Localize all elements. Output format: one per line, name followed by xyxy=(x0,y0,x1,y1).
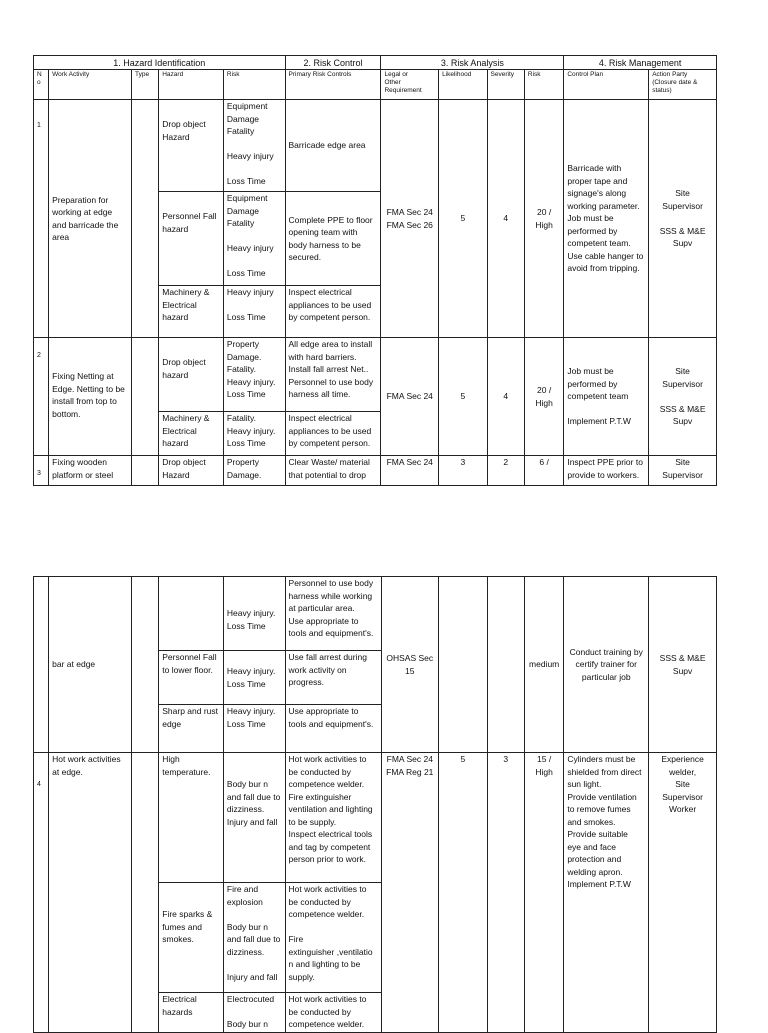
column-header-row xyxy=(34,70,717,100)
risk: Fatality. Heavy injury. Loss Time xyxy=(223,412,285,456)
col-risk-rating: Risk xyxy=(524,70,563,100)
col-control-plan: Control Plan xyxy=(564,70,649,100)
likelihood: 5 xyxy=(439,338,487,456)
action-party: SSS & M&E Supv xyxy=(649,577,717,753)
work-activity: Preparation for working at edge and barricade the area xyxy=(49,100,132,338)
risk: Electrocuted Body bur n xyxy=(223,993,285,1033)
primary-risk-control: Personnel to use body harness while working at particular area. Use appropriate to tools and equipment's. xyxy=(285,577,381,651)
risk-rating: 20 / High xyxy=(524,338,563,456)
hazard: Personnel Fall to lower floor. xyxy=(159,651,224,705)
work-activity: Hot work activities at edge. xyxy=(49,753,132,1033)
likelihood xyxy=(439,577,487,753)
type-cell xyxy=(131,338,158,456)
severity: 3 xyxy=(487,753,524,1033)
primary-risk-control: Complete PPE to floor opening team with body harness to be secured. xyxy=(285,192,381,286)
risk-rating: 15 / High xyxy=(524,753,563,1033)
col-risk: Risk xyxy=(223,70,285,100)
control-plan: Barricade with proper tape and signage's along working parameter. Job must be performed by competent team. Use cable hanger to avoid from tripping. xyxy=(564,100,649,338)
primary-risk-control: Inspect electrical appliances to be used by competent person. xyxy=(285,286,381,338)
hazard: Machinery & Electrical hazard xyxy=(159,412,224,456)
table-row xyxy=(34,753,717,883)
primary-risk-control: Clear Waste/ material that potential to drop xyxy=(285,456,381,486)
risk-rating: medium xyxy=(524,577,563,753)
hazard: Fire sparks & fumes and smokes. xyxy=(159,883,224,993)
section-risk-management: 4. Risk Management xyxy=(564,56,717,70)
section-hazard-identification: 1. Hazard Identification xyxy=(34,56,286,70)
table-row xyxy=(34,100,717,192)
primary-risk-control: Barricade edge area xyxy=(285,100,381,192)
table-row xyxy=(34,456,717,486)
type-cell xyxy=(131,577,158,753)
risk: Property Damage. Fatality. Heavy injury. Loss Time xyxy=(223,338,285,412)
row-number: 1 xyxy=(34,100,49,338)
primary-risk-control: Hot work activities to be conducted by competence welder. xyxy=(285,993,381,1033)
severity xyxy=(487,577,524,753)
primary-risk-control: Hot work activities to be conducted by competence welder. Fire extinguisher ventilation and lighting to be supply. Inspect electrical tools and tag by competent person prior to work. xyxy=(285,753,381,883)
row-number: 3 xyxy=(34,456,49,486)
hazard: Machinery & Electrical hazard xyxy=(159,286,224,338)
col-severity: Severity xyxy=(487,70,524,100)
col-no: N o xyxy=(34,70,49,100)
primary-risk-control: Use fall arrest during work activity on progress. xyxy=(285,651,381,705)
work-activity: bar at edge xyxy=(49,577,132,753)
type-cell xyxy=(131,100,158,338)
hazard: Drop object Hazard xyxy=(159,456,224,486)
hazard: Drop object Hazard xyxy=(159,100,224,192)
section-risk-analysis: 3. Risk Analysis xyxy=(381,56,564,70)
work-activity: Fixing wooden platform or steel xyxy=(49,456,132,486)
col-primary-risk-controls: Primary Risk Controls xyxy=(285,70,381,100)
work-activity: Fixing Netting at Edge. Netting to be install from top to bottom. xyxy=(49,338,132,456)
risk: Heavy injury. Loss Time xyxy=(223,705,285,753)
risk: Heavy injury Loss Time xyxy=(223,286,285,338)
risk-rating: 20 / High xyxy=(524,100,563,338)
hazard: Personnel Fall hazard xyxy=(159,192,224,286)
risk-assessment-table-page-2 xyxy=(33,576,717,1033)
risk-assessment-table-page-1 xyxy=(33,55,717,486)
risk: Property Damage. xyxy=(223,456,285,486)
legal-requirement: FMA Sec 24 FMA Sec 26 xyxy=(381,100,439,338)
risk: Fire and explosion Body bur n and fall due to dizziness. Injury and fall xyxy=(223,883,285,993)
legal-requirement: FMA Sec 24 FMA Reg 21 xyxy=(381,753,439,1033)
row-number: 4 xyxy=(34,753,49,1033)
severity: 4 xyxy=(487,338,524,456)
section-header-row xyxy=(34,56,717,70)
risk: Equipment Damage Fatality Heavy injury Loss Time xyxy=(223,100,285,192)
type-cell xyxy=(131,753,158,1033)
legal-requirement: OHSAS Sec 15 xyxy=(381,577,439,753)
action-party: Site Supervisor SSS & M&E Supv xyxy=(649,100,717,338)
section-risk-control: 2. Risk Control xyxy=(285,56,381,70)
primary-risk-control: Use appropriate to tools and equipment's. xyxy=(285,705,381,753)
action-party: Site Supervisor xyxy=(649,456,717,486)
severity: 4 xyxy=(487,100,524,338)
likelihood: 3 xyxy=(439,456,487,486)
risk: Heavy injury. Loss Time xyxy=(223,577,285,651)
type-cell xyxy=(131,456,158,486)
table-row xyxy=(34,338,717,412)
severity: 2 xyxy=(487,456,524,486)
col-legal-requirement: Legal or Other Requirement xyxy=(381,70,439,100)
col-type: Type xyxy=(131,70,158,100)
action-party: Site Supervisor SSS & M&E Supv xyxy=(649,338,717,456)
table-row xyxy=(34,577,717,651)
control-plan: Inspect PPE prior to provide to workers. xyxy=(564,456,649,486)
hazard: Drop object hazard xyxy=(159,338,224,412)
col-action-party: Action Party (Closure date & status) xyxy=(649,70,717,100)
likelihood: 5 xyxy=(439,753,487,1033)
likelihood: 5 xyxy=(439,100,487,338)
hazard: Sharp and rust edge xyxy=(159,705,224,753)
control-plan: Job must be performed by competent team Implement P.T.W xyxy=(564,338,649,456)
control-plan: Cylinders must be shielded from direct sun light. Provide ventilation to remove fumes and smokes. Provide suitable eye and face protection and welding apron. Implement P.T.W xyxy=(564,753,649,1033)
hazard: High temperature. xyxy=(159,753,224,883)
col-likelihood: Likelihood xyxy=(439,70,487,100)
risk-rating: 6 / xyxy=(524,456,563,486)
primary-risk-control: Hot work activities to be conducted by competence welder. Fire extinguisher ,ventilatio n and lighting to be supply. xyxy=(285,883,381,993)
legal-requirement: FMA Sec 24 xyxy=(381,338,439,456)
primary-risk-control: Inspect electrical appliances to be used by competent person. xyxy=(285,412,381,456)
col-work-activity: Work Activity xyxy=(49,70,132,100)
row-number: 2 xyxy=(34,338,49,456)
hazard xyxy=(159,577,224,651)
action-party: Experience welder, Site Supervisor Worker xyxy=(649,753,717,1033)
risk: Heavy injury. Loss Time xyxy=(223,651,285,705)
risk: Equipment Damage Fatality Heavy injury Loss Time xyxy=(223,192,285,286)
control-plan: Conduct training by certify trainer for particular job xyxy=(564,577,649,753)
col-hazard: Hazard xyxy=(159,70,224,100)
hazard: Electrical hazards xyxy=(159,993,224,1033)
risk: Body bur n and fall due to dizziness. Injury and fall xyxy=(223,753,285,883)
row-number xyxy=(34,577,49,753)
legal-requirement: FMA Sec 24 xyxy=(381,456,439,486)
primary-risk-control: All edge area to install with hard barriers. Install fall arrest Net.. Personnel to use body harness all time. xyxy=(285,338,381,412)
